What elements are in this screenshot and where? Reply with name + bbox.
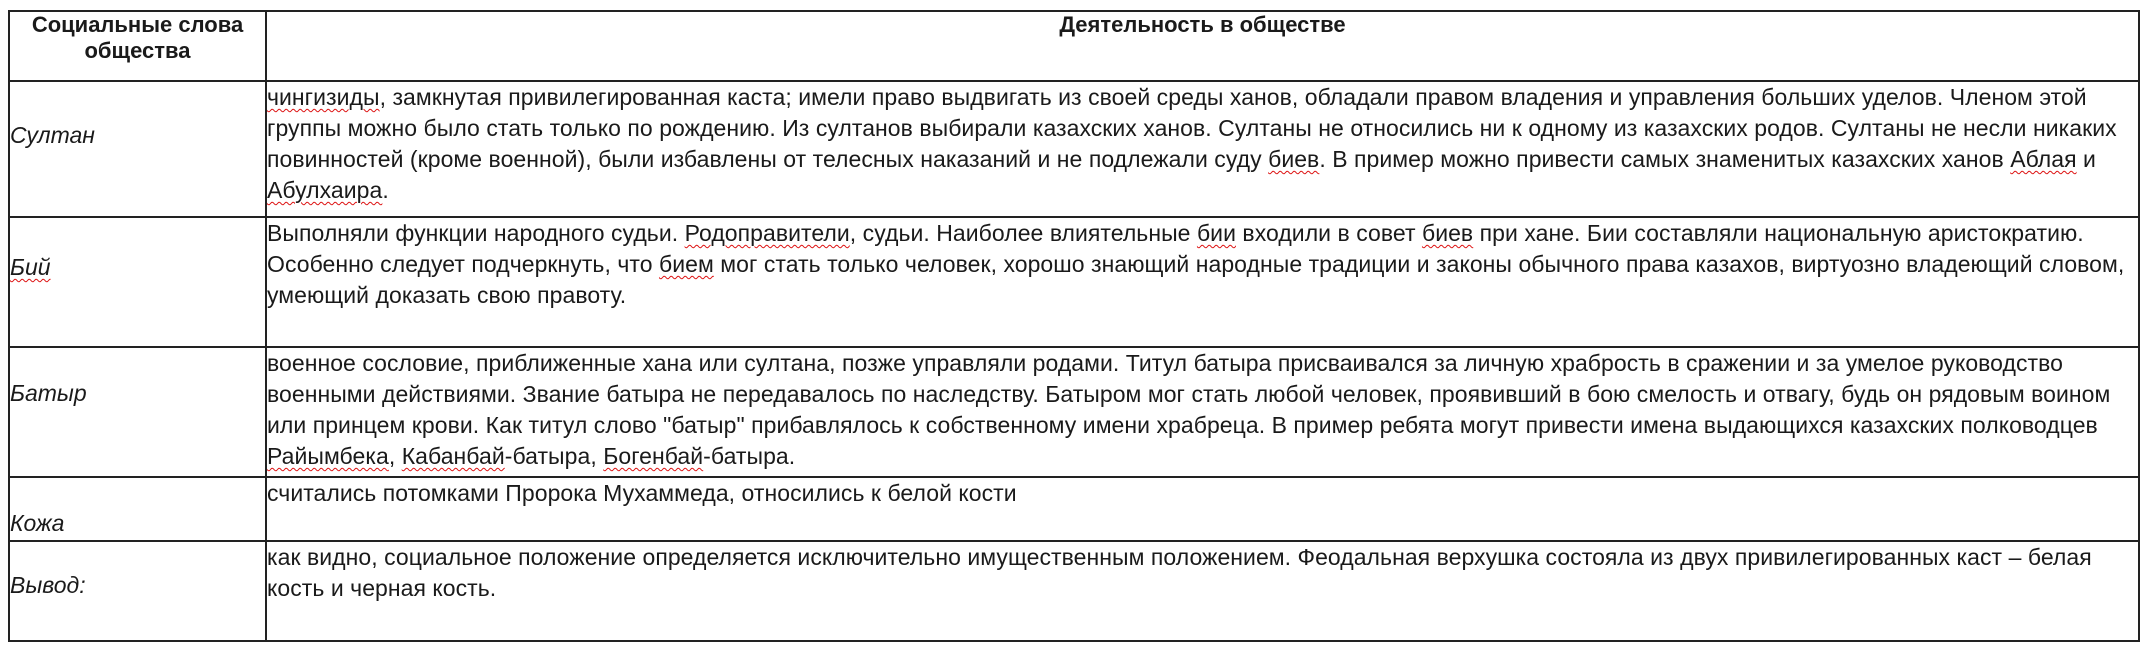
- social-classes-table: [8, 10, 2140, 642]
- table-row: [9, 347, 2139, 477]
- text-segment: входили в совет: [1235, 220, 1422, 246]
- spellcheck-word: биев: [1268, 146, 1320, 172]
- row-term-text: Бий: [10, 254, 51, 280]
- spellcheck-word: Богенбай: [603, 443, 704, 469]
- text-segment: ,: [388, 443, 402, 469]
- text-segment: считались потомками Пророка Мухаммеда, относились к белой кости: [267, 480, 1017, 506]
- spellcheck-word: биев: [1421, 220, 1474, 246]
- spellcheck-word: Аблая: [2010, 146, 2077, 172]
- text-segment: при хане. Бии составляли национальную аристократию. Особенно следует подчеркнуть, что: [267, 220, 2084, 277]
- text-segment: , судьи. Наиболее влиятельные: [849, 220, 1197, 246]
- header-activity: Деятельность в обществе: [266, 11, 2139, 81]
- header-social-groups: Социальные слова общества: [9, 11, 266, 81]
- row-term: Вывод:: [9, 541, 266, 641]
- row-term: Кожа: [9, 477, 266, 541]
- table-row: [9, 217, 2139, 347]
- spellcheck-word: бии: [1196, 220, 1236, 246]
- spellcheck-word: бием: [658, 251, 714, 277]
- row-description: [266, 541, 2139, 641]
- row-term: Батыр: [9, 347, 266, 477]
- row-term: [9, 217, 266, 347]
- row-description: [266, 217, 2139, 347]
- row-description: [266, 477, 2139, 541]
- row-description: [266, 81, 2139, 217]
- text-segment: . В пример можно привести самых знаменитых казахских ханов: [1319, 146, 2011, 172]
- text-segment: .: [382, 177, 389, 203]
- text-segment: -батыра,: [504, 443, 604, 469]
- table-row: [9, 477, 2139, 541]
- row-description: [266, 347, 2139, 477]
- text-segment: , замкнутая привилегированная каста; имели право выдвигать из своей среды ханов, обладали правом владения и управления больших уделов. Членом этой группы можно было стать только по рождению. Из султанов выбирали казахских ханов. Султаны не относились ни к одному из казахских родов. Султаны не несли никаких повинностей (кроме военной), были избавлены от телесных наказаний и не подлежали суду: [267, 84, 2117, 172]
- spellcheck-word: Абулхаира: [267, 177, 383, 203]
- row-term: Султан: [9, 81, 266, 217]
- spellcheck-word: Кабанбай: [401, 443, 505, 469]
- text-segment: мог стать только человек, хорошо знающий народные традиции и законы обычного права казахов, виртуозно владеющий словом, умеющий доказать свою правоту.: [267, 251, 2125, 308]
- text-segment: и: [2076, 146, 2096, 172]
- spellcheck-word: чингизиды: [267, 84, 380, 110]
- spellcheck-word: Райымбека: [267, 443, 389, 469]
- spellcheck-word: Родоправители: [684, 220, 850, 246]
- text-segment: -батыра.: [703, 443, 796, 469]
- text-segment: военное сословие, приближенные хана или султана, позже управляли родами. Титул батыра присваивался за личную храбрость в сражении и за умелое руководство военными действиями. Звание батыра не передавалось по наследству. Батыром мог стать любой человек, проявивший в бою смелость и отвагу, будь он рядовым воином или принцем крови. Как титул слово "батыр" прибавлялось к собственному имени храбреца. В пример ребята могут привести имена выдающихся казахских полководцев: [267, 350, 2111, 438]
- table-row: [9, 541, 2139, 641]
- text-segment: как видно, социальное положение определяется исключительно имущественным положением. Феодальная верхушка состояла из двух привилегированных каст – белая кость и черная кость.: [267, 544, 2092, 601]
- table-header-row: [9, 11, 2139, 81]
- text-segment: Выполняли функции народного судьи.: [267, 220, 685, 246]
- table-row: [9, 81, 2139, 217]
